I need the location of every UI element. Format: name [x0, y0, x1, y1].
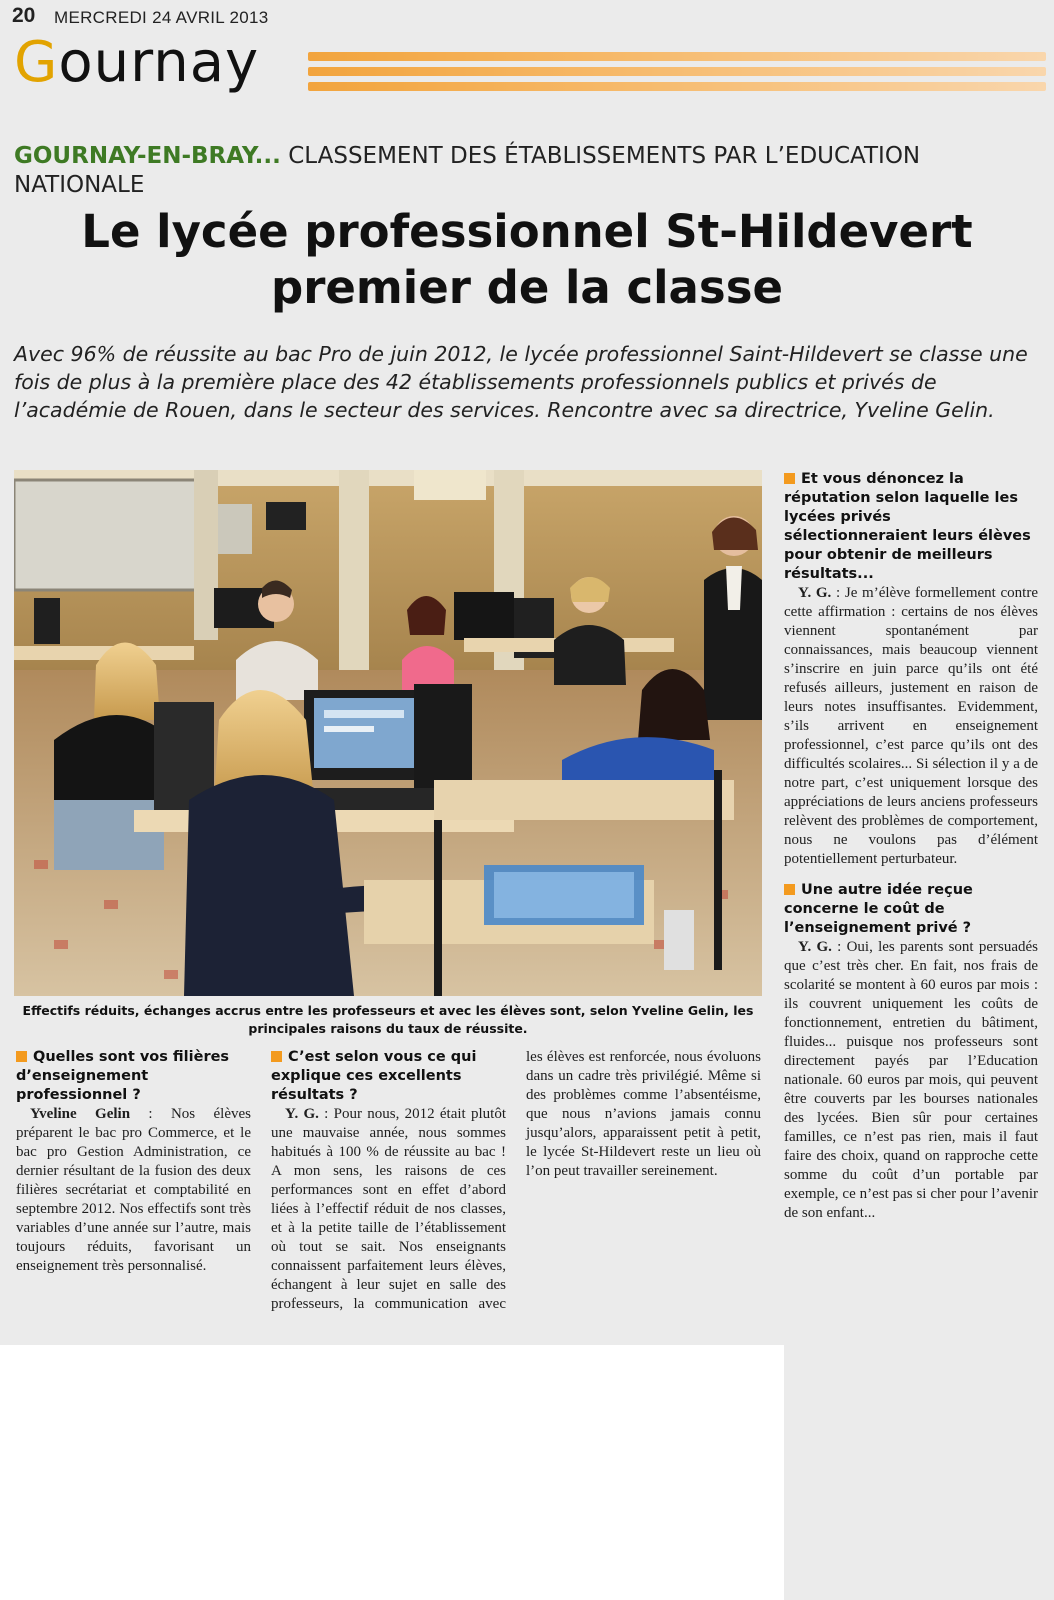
classroom-photo-illustration	[14, 470, 762, 996]
section-title-rest: ournay	[58, 30, 260, 95]
question-bullet-icon	[16, 1051, 27, 1062]
kicker-text: CLASSEMENT DES ÉTABLISSEMENTS PAR L’EDUCATION NATIONALE	[14, 143, 921, 198]
answer-3-text: : Je m’élève formellement contre cette affirmation : certains de nos élèves viennent spontanément par connaissances, mais beaucoup viennent s’inscrire en juin parce qu’ils ont été refusés ailleurs, justement en raison de leurs notes insuffisantes. Evidemment, s’ils arrivent en enseignement professionnel, c’est parce qu’ils ont des difficultés scolaires... Si sélection il y a de notre part, c’est uniquement lorsque des appréciations de leurs anciens professeurs relèvent des problèmes de comportement, nous ne voulons pas d’élément potentiellement perturbateur.	[784, 585, 1038, 867]
section-title	[14, 30, 259, 95]
body-column-left	[16, 1048, 761, 1316]
headline	[10, 204, 1044, 316]
kicker	[14, 142, 1034, 200]
section-stripe	[308, 67, 1046, 76]
answer-3	[784, 584, 1038, 869]
issue-date: MERCREDI 24 AVRIL 2013	[54, 8, 269, 27]
question-1-text: Quelles sont vos filières d’enseignement professionnel ?	[16, 1049, 230, 1103]
question-4-text: Une autre idée reçue concerne le coût de l’enseignement privé ?	[784, 882, 973, 936]
page-number: 20	[12, 4, 36, 27]
lede: Avec 96% de réussite au bac Pro de juin 2012, le lycée professionnel Saint-Hildevert se classe une fois de plus à la première place des 42 établissements professionnels publics et privés de l’académie de Rouen, dans le secteur des services. Rencontre avec sa directrice, Yveline Gelin.	[14, 342, 1028, 422]
answer-2-text: : Pour nous, 2012 était plutôt une mauvaise année, nous sommes habitués à 100 % de réussite au bac ! A mon sens, les raisons de ces performances sont en effet d’abord liées à l’effectif réduit de nos classes, et à la petite taille de l’établissement où tout se sait. Nos enseignants connaissent parfaitement leurs élèves, échangent à leur sujet en salle des professeurs, la communication avec les élèves est renforcée, nous évoluons dans un cadre très privilégié. Même si des problèmes comme l’absentéisme, que nous n’avions jamais connu jusqu’alors, apparaissent petit à petit, le lycée St-Hildevert reste un lieu où l’on peut travailler sereinement.	[271, 1049, 761, 1312]
headline-line-1: Le lycée professionnel St-Hildevert	[81, 205, 973, 258]
question-bullet-icon	[271, 1051, 282, 1062]
question-bullet-icon	[784, 473, 795, 484]
headline-line-2: premier de la classe	[270, 261, 784, 314]
body-column-right	[784, 470, 1038, 1223]
question-3-text: Et vous dénoncez la réputation selon laquelle les lycées privés sélectionneraient leurs élèves pour obtenir de meilleurs résultats...	[784, 471, 1031, 582]
kicker-place: GOURNAY-EN-BRAY...	[14, 143, 281, 169]
section-title-initial: G	[14, 30, 59, 95]
answer-2-speaker: Y. G.	[285, 1106, 319, 1122]
classroom-photo	[14, 470, 762, 996]
answer-3-speaker: Y. G.	[798, 585, 832, 601]
photo-caption: Effectifs réduits, échanges accrus entre les professeurs et avec les élèves sont, selon Yveline Gelin, les principales raisons du taux de réussite.	[22, 1003, 754, 1036]
question-bullet-icon	[784, 884, 795, 895]
answer-1-text: : Nos élèves préparent le bac pro Commerce, et le bac pro Gestion Administration, ce dernier résultant de la fusion des deux filières secrétariat et comptabilité en septembre 2012. Nos effectifs sont très variables d’une année sur l’autre, mais toujours réduits, favorisant un enseignement très personnalisé.	[16, 1106, 251, 1274]
answer-1-speaker: Yveline Gelin	[30, 1106, 131, 1122]
section-stripe	[308, 82, 1046, 91]
answer-4-speaker: Y. G.	[798, 939, 832, 955]
newspaper-page-column-extension	[784, 1345, 1054, 1600]
question-3	[784, 470, 1038, 584]
section-stripe	[308, 52, 1046, 61]
question-4	[784, 881, 1038, 938]
answer-4-text: : Oui, les parents sont persuadés que c’est très cher. En fait, nos frais de scolarité se montent à 60 euros par mois : ils couvrent uniquement les coûts de fonctionnement, entretien du bâtiment, fluides... puisque nos professeurs sont directement payés par l’Education nationale. 60 euros par mois, qui peuvent être couverts par les bourses nationales des lycées. Bien sûr pour certaines familles, ce n’est pas rien, mais il faut faire des choix, quand on rapproche cette somme du coût d’un portable par exemple, ce n’est pas si cher pour l’avenir de son enfant...	[784, 939, 1039, 1221]
answer-4	[784, 938, 1038, 1223]
question-1	[16, 1048, 251, 1105]
question-2-text: C’est selon vous ce qui explique ces excellents résultats ?	[271, 1049, 477, 1103]
answer-1	[16, 1105, 251, 1276]
question-2	[271, 1048, 506, 1105]
